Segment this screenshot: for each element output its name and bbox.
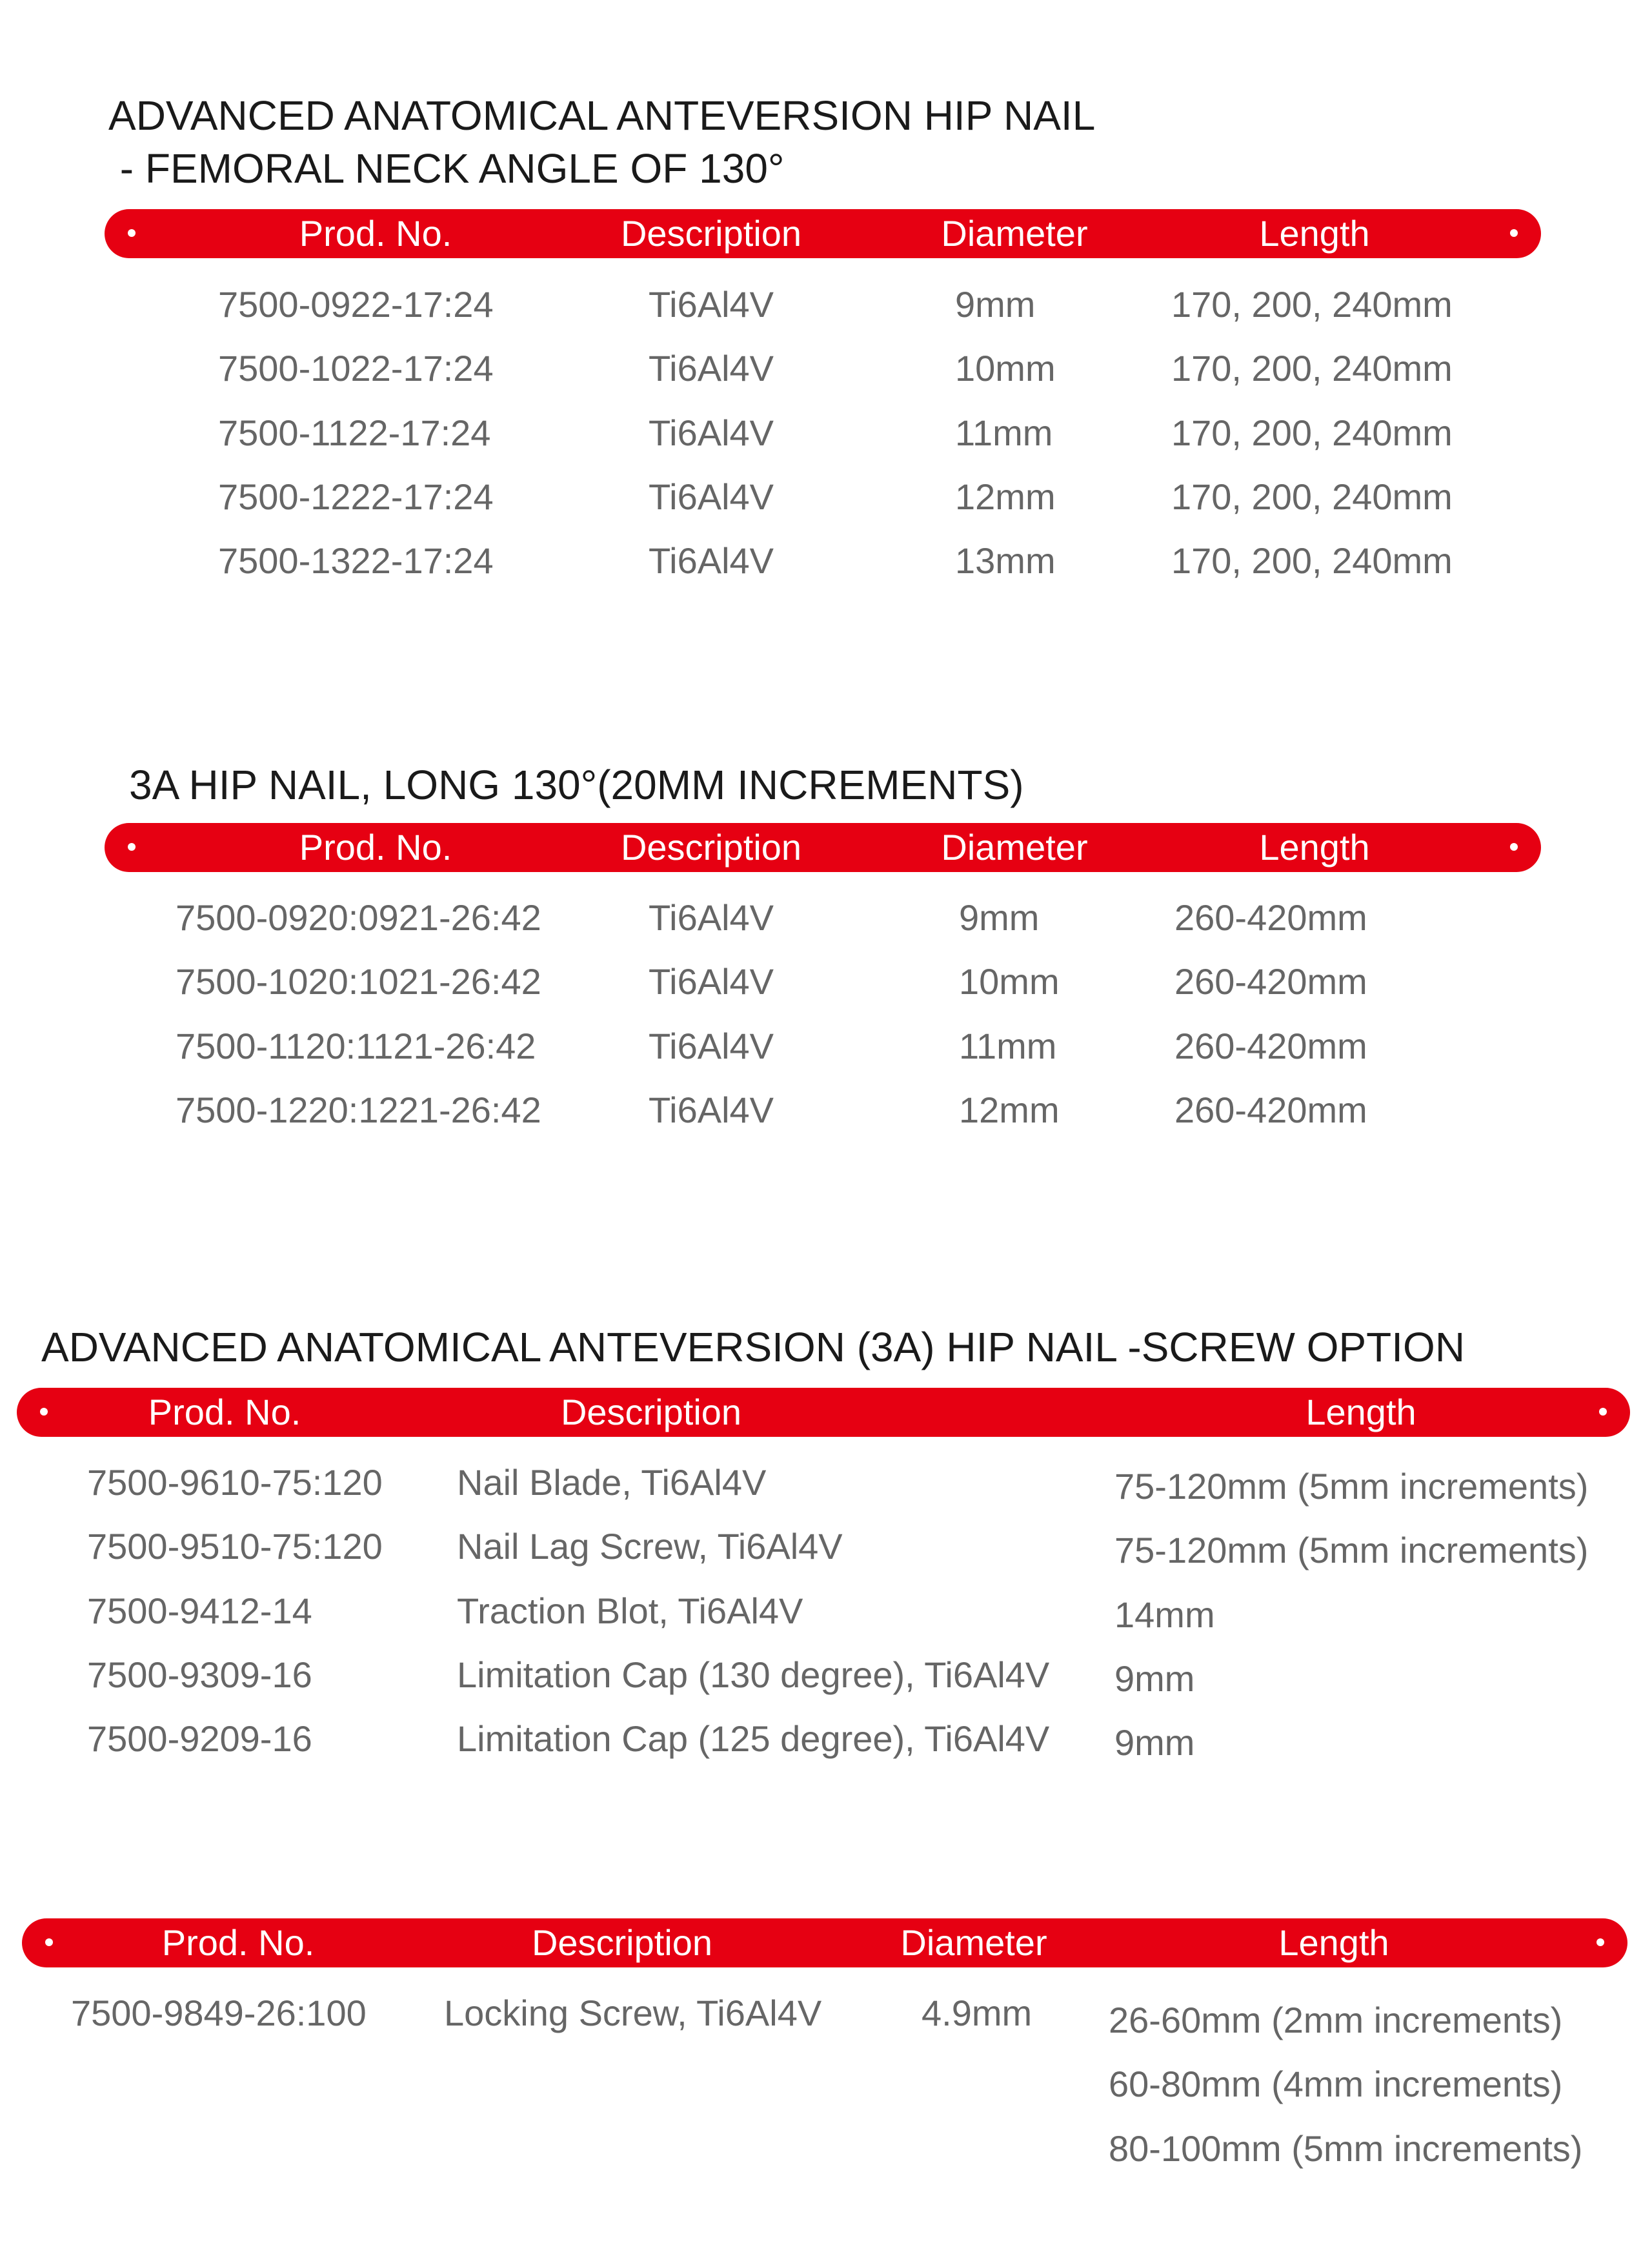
- cell-prod-no: 7500-9510-75:120: [87, 1526, 383, 1567]
- cell-diameter: 11mm: [955, 412, 1053, 453]
- cell-description: Nail Lag Screw, Ti6Al4V: [457, 1526, 843, 1567]
- header-length: Length: [1278, 1922, 1389, 1963]
- bullet-dot-icon: [128, 229, 136, 237]
- section-title-line: ADVANCED ANATOMICAL ANTEVERSION (3A) HIP NAIL -SCREW OPTION: [41, 1324, 1466, 1370]
- table-header-bar: [17, 1388, 1630, 1437]
- cell-description: Ti6Al4V: [649, 348, 774, 389]
- cell-diameter: 12mm: [955, 476, 1056, 517]
- cell-description: Ti6Al4V: [649, 476, 774, 517]
- cell-length: 260-420mm: [1174, 1026, 1367, 1066]
- cell-length: 14mm: [1114, 1594, 1215, 1635]
- cell-length: 170, 200, 240mm: [1171, 348, 1453, 389]
- bullet-dot-icon: [1599, 1408, 1607, 1416]
- cell-length: 9mm: [1114, 1722, 1195, 1763]
- cell-length: 60-80mm (4mm increments): [1109, 2064, 1563, 2104]
- cell-length: 80-100mm (5mm increments): [1109, 2128, 1583, 2169]
- bullet-dot-icon: [45, 1938, 53, 1946]
- cell-diameter: 4.9mm: [922, 1993, 1032, 2033]
- header-length: Length: [1305, 1392, 1416, 1432]
- bullet-dot-icon: [40, 1408, 48, 1416]
- cell-diameter: 13mm: [955, 540, 1056, 581]
- section-title-line: ADVANCED ANATOMICAL ANTEVERSION HIP NAIL: [108, 92, 1096, 139]
- cell-prod-no: 7500-1020:1021-26:42: [176, 961, 541, 1002]
- cell-length: 9mm: [1114, 1658, 1195, 1699]
- cell-length: 75-120mm (5mm increments): [1114, 1466, 1589, 1507]
- cell-description: Ti6Al4V: [649, 1090, 774, 1130]
- bullet-dot-icon: [128, 843, 136, 851]
- cell-description: Locking Screw, Ti6Al4V: [444, 1993, 822, 2033]
- cell-prod-no: 7500-0922-17:24: [218, 284, 494, 325]
- table-header-bar: [105, 209, 1541, 258]
- cell-description: Ti6Al4V: [649, 412, 774, 453]
- cell-description: Ti6Al4V: [649, 961, 774, 1002]
- bullet-dot-icon: [1510, 843, 1518, 851]
- cell-length: 260-420mm: [1174, 961, 1367, 1002]
- cell-length: 260-420mm: [1174, 1090, 1367, 1130]
- cell-diameter: 10mm: [955, 348, 1056, 389]
- cell-prod-no: 7500-9209-16: [87, 1718, 312, 1759]
- cell-prod-no: 7500-1120:1121-26:42: [176, 1026, 536, 1066]
- table-header-bar: [105, 823, 1541, 872]
- cell-length: 260-420mm: [1174, 897, 1367, 938]
- cell-length: 170, 200, 240mm: [1171, 412, 1453, 453]
- header-description: Description: [531, 1922, 713, 1963]
- section-title-line: 3A HIP NAIL, LONG 130°(20MM INCREMENTS): [129, 762, 1024, 808]
- cell-description: Ti6Al4V: [649, 897, 774, 938]
- header-prod-no: Prod. No.: [161, 1922, 315, 1963]
- cell-description: Limitation Cap (125 degree), Ti6Al4V: [457, 1718, 1050, 1759]
- header-description: Description: [560, 1392, 742, 1432]
- section-title-line: - FEMORAL NECK ANGLE OF 130°: [108, 145, 785, 192]
- header-diameter: Diameter: [941, 213, 1088, 254]
- header-prod-no: Prod. No.: [148, 1392, 301, 1432]
- header-diameter: Diameter: [900, 1922, 1047, 1963]
- header-description: Description: [620, 213, 802, 254]
- cell-description: Limitation Cap (130 degree), Ti6Al4V: [457, 1654, 1050, 1695]
- cell-diameter: 12mm: [959, 1090, 1060, 1130]
- header-length: Length: [1259, 213, 1370, 254]
- cell-description: Traction Blot, Ti6Al4V: [457, 1590, 803, 1631]
- cell-prod-no: 7500-9412-14: [87, 1590, 312, 1631]
- cell-prod-no: 7500-1220:1221-26:42: [176, 1090, 541, 1130]
- cell-prod-no: 7500-1122-17:24: [218, 412, 491, 453]
- cell-diameter: 9mm: [955, 284, 1036, 325]
- cell-prod-no: 7500-1322-17:24: [218, 540, 494, 581]
- cell-description: Nail Blade, Ti6Al4V: [457, 1462, 767, 1503]
- header-length: Length: [1259, 827, 1370, 868]
- cell-prod-no: 7500-9309-16: [87, 1654, 312, 1695]
- cell-description: Ti6Al4V: [649, 1026, 774, 1066]
- cell-length: 170, 200, 240mm: [1171, 284, 1453, 325]
- header-description: Description: [620, 827, 802, 868]
- header-prod-no: Prod. No.: [299, 827, 452, 868]
- cell-diameter: 9mm: [959, 897, 1040, 938]
- cell-prod-no: 7500-1222-17:24: [218, 476, 494, 517]
- cell-diameter: 10mm: [959, 961, 1060, 1002]
- bullet-dot-icon: [1510, 229, 1518, 237]
- cell-length: 170, 200, 240mm: [1171, 540, 1453, 581]
- cell-diameter: 11mm: [959, 1026, 1057, 1066]
- bullet-dot-icon: [1597, 1938, 1604, 1946]
- table-header-bar: [22, 1918, 1627, 1967]
- cell-prod-no: 7500-9610-75:120: [87, 1462, 383, 1503]
- cell-length: 170, 200, 240mm: [1171, 476, 1453, 517]
- header-diameter: Diameter: [941, 827, 1088, 868]
- cell-description: Ti6Al4V: [649, 284, 774, 325]
- cell-prod-no: 7500-0920:0921-26:42: [176, 897, 541, 938]
- cell-length: 75-120mm (5mm increments): [1114, 1530, 1589, 1570]
- cell-prod-no: 7500-1022-17:24: [218, 348, 494, 389]
- cell-length: 26-60mm (2mm increments): [1109, 2000, 1563, 2040]
- cell-prod-no: 7500-9849-26:100: [71, 1993, 367, 2033]
- header-prod-no: Prod. No.: [299, 213, 452, 254]
- cell-description: Ti6Al4V: [649, 540, 774, 581]
